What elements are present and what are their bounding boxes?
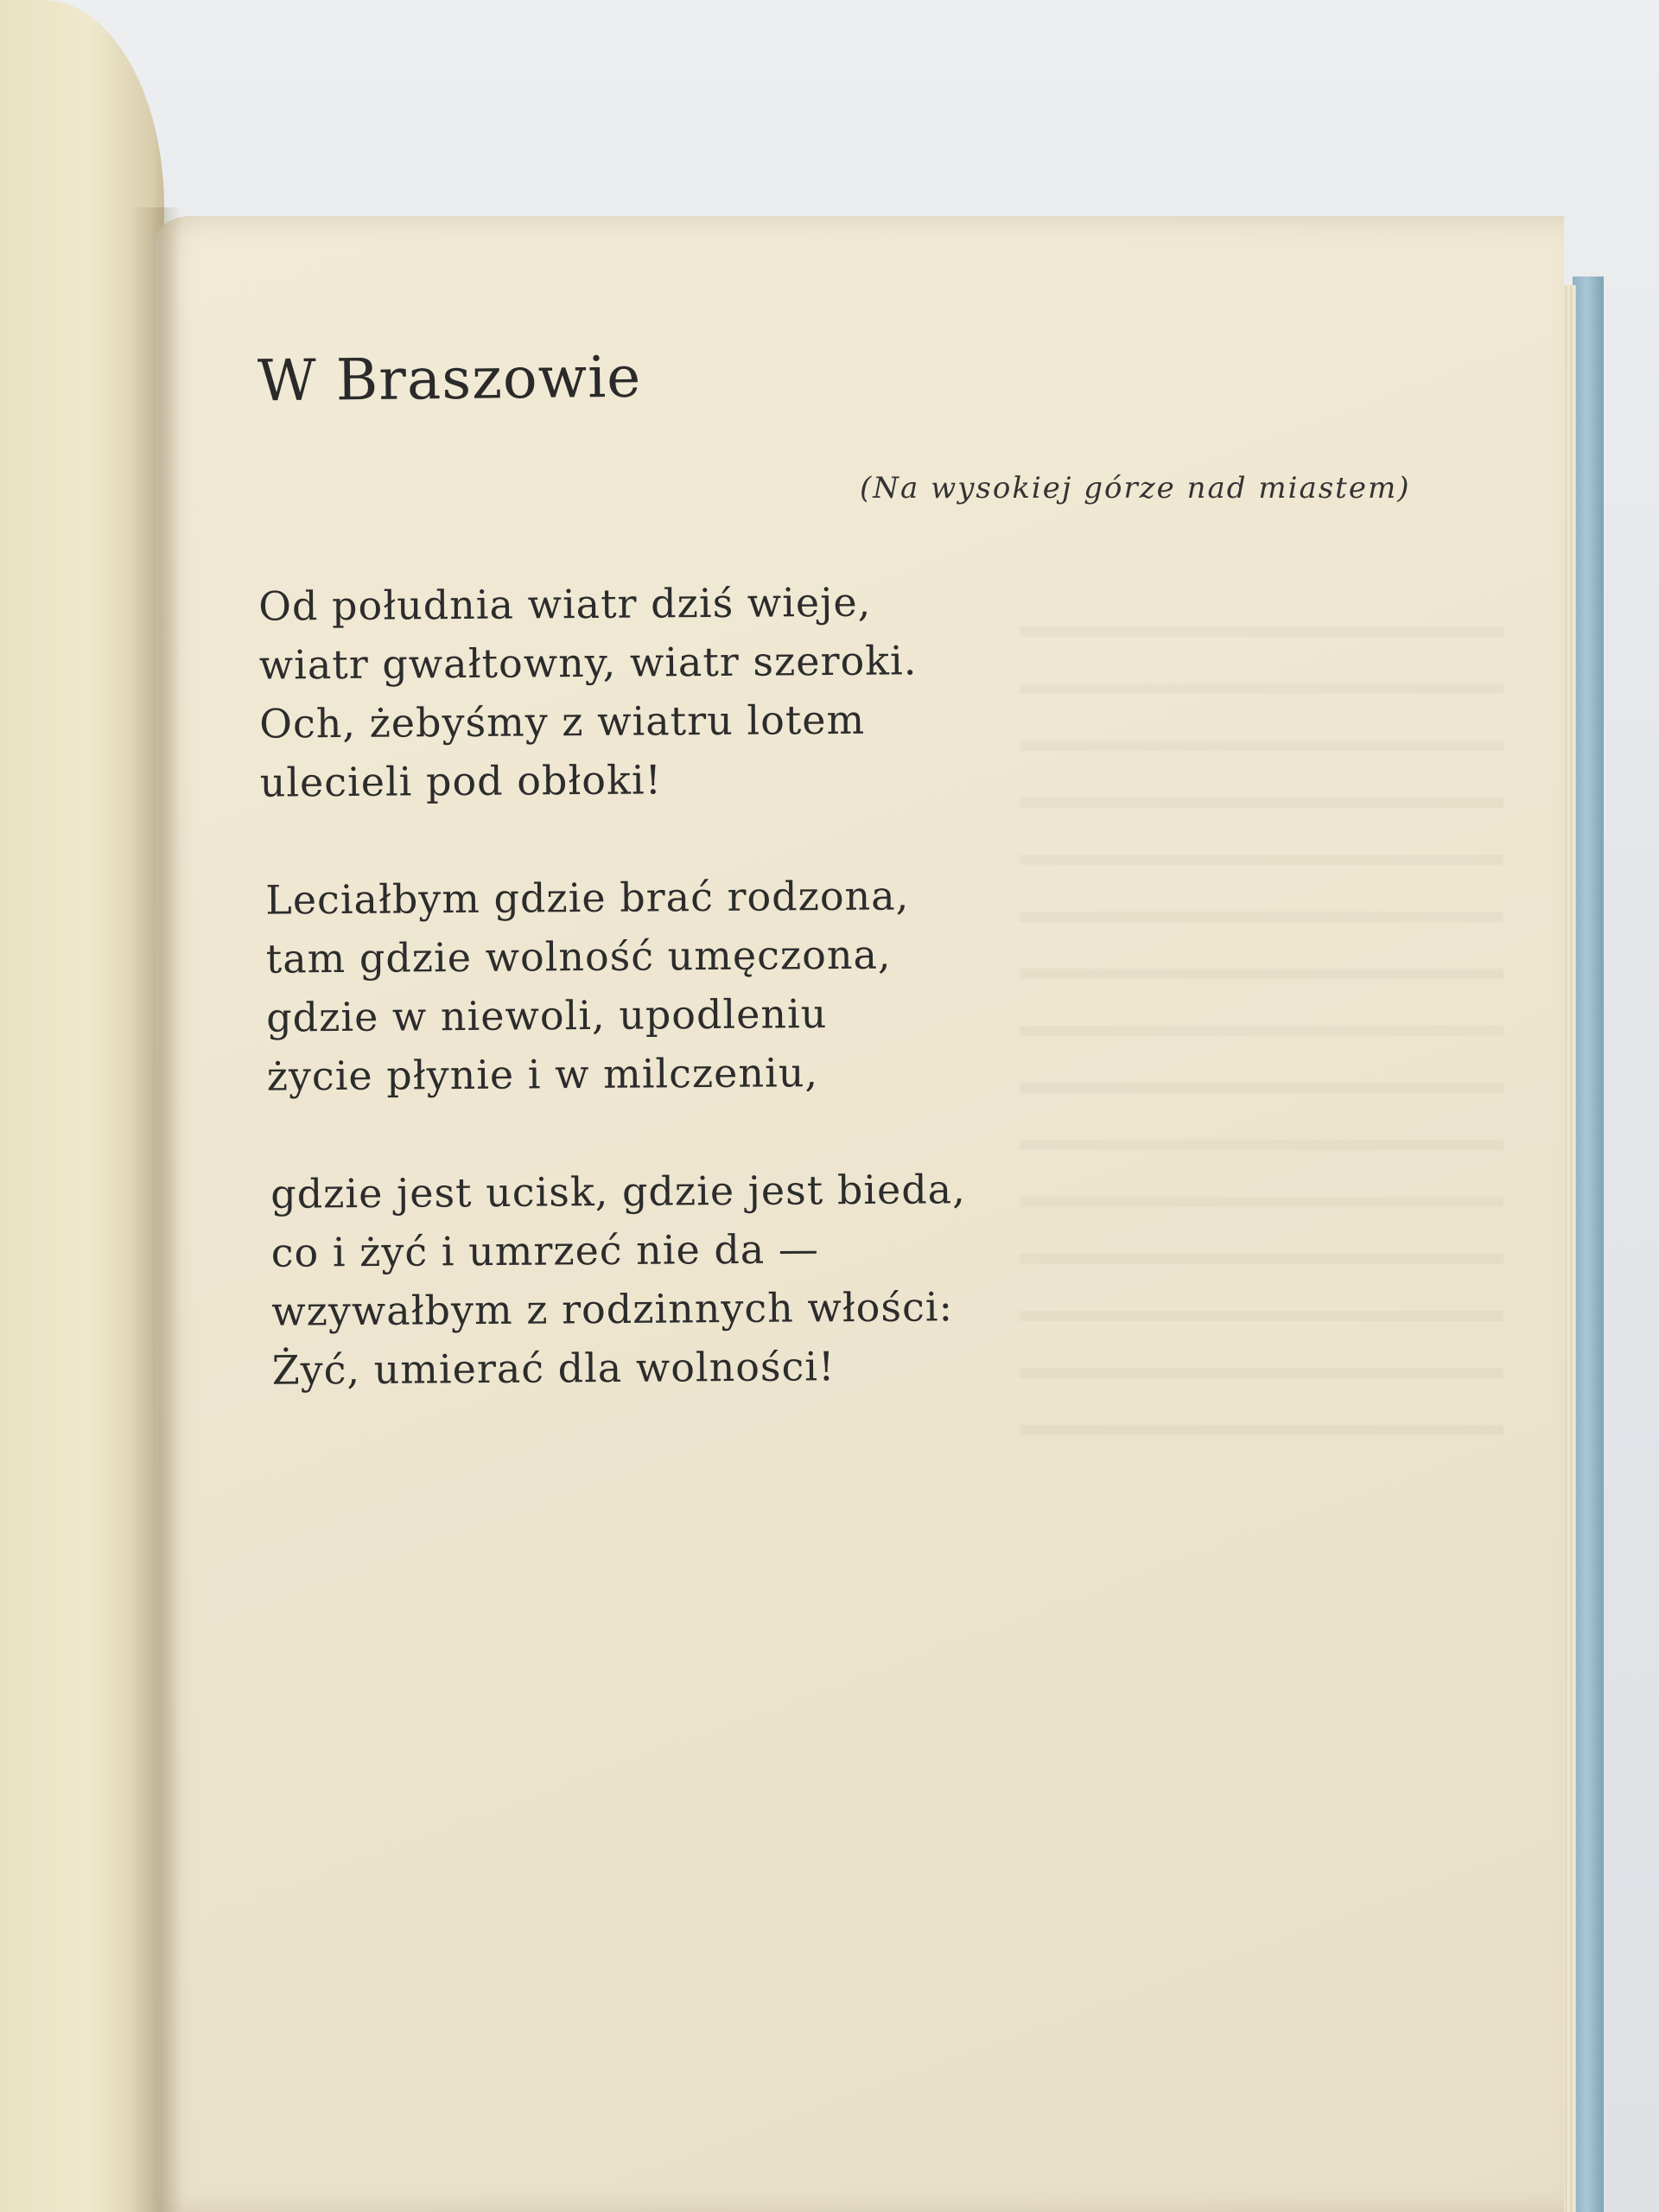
book-cover-edge <box>1573 276 1604 2212</box>
gutter-shadow <box>130 207 181 2212</box>
stanza-line: gdzie w niewoli, upodleniu <box>266 990 828 1041</box>
stanza-line: ulecieli pod obłoki! <box>259 756 663 806</box>
stanza-line: wiatr gwałtowny, wiatr szeroki. <box>258 637 918 689</box>
stanza-3 <box>270 1160 967 1400</box>
stanza-line: Och, żebyśmy z wiatru lotem <box>259 696 866 747</box>
stanza-line: tam gdzie wolność umęczona, <box>265 931 892 982</box>
stanza-line: wzywałbym z rodzinnych włości: <box>271 1283 954 1335</box>
stanza-line: co i żyć i umrzeć nie da — <box>270 1225 820 1276</box>
stanza-line: Od południa wiatr dziś wieje, <box>258 578 872 630</box>
stanza-line: Żyć, umierać dla wolności! <box>271 1343 836 1394</box>
stanza-1 <box>258 572 918 811</box>
stanza-line: Leciałbym gdzie brać rodzona, <box>265 872 910 924</box>
poem-subtitle: (Na wysokiej górze nad miastem) <box>860 471 1411 505</box>
stanza-line: gdzie jest ucisk, gdzie jest bieda, <box>270 1166 966 1217</box>
stanza-2 <box>265 866 911 1105</box>
stanza-line: życie płynie i w milczeniu, <box>266 1049 819 1100</box>
poem-title: W Braszowie <box>257 343 642 415</box>
reverse-side-show-through <box>1020 588 1503 1478</box>
